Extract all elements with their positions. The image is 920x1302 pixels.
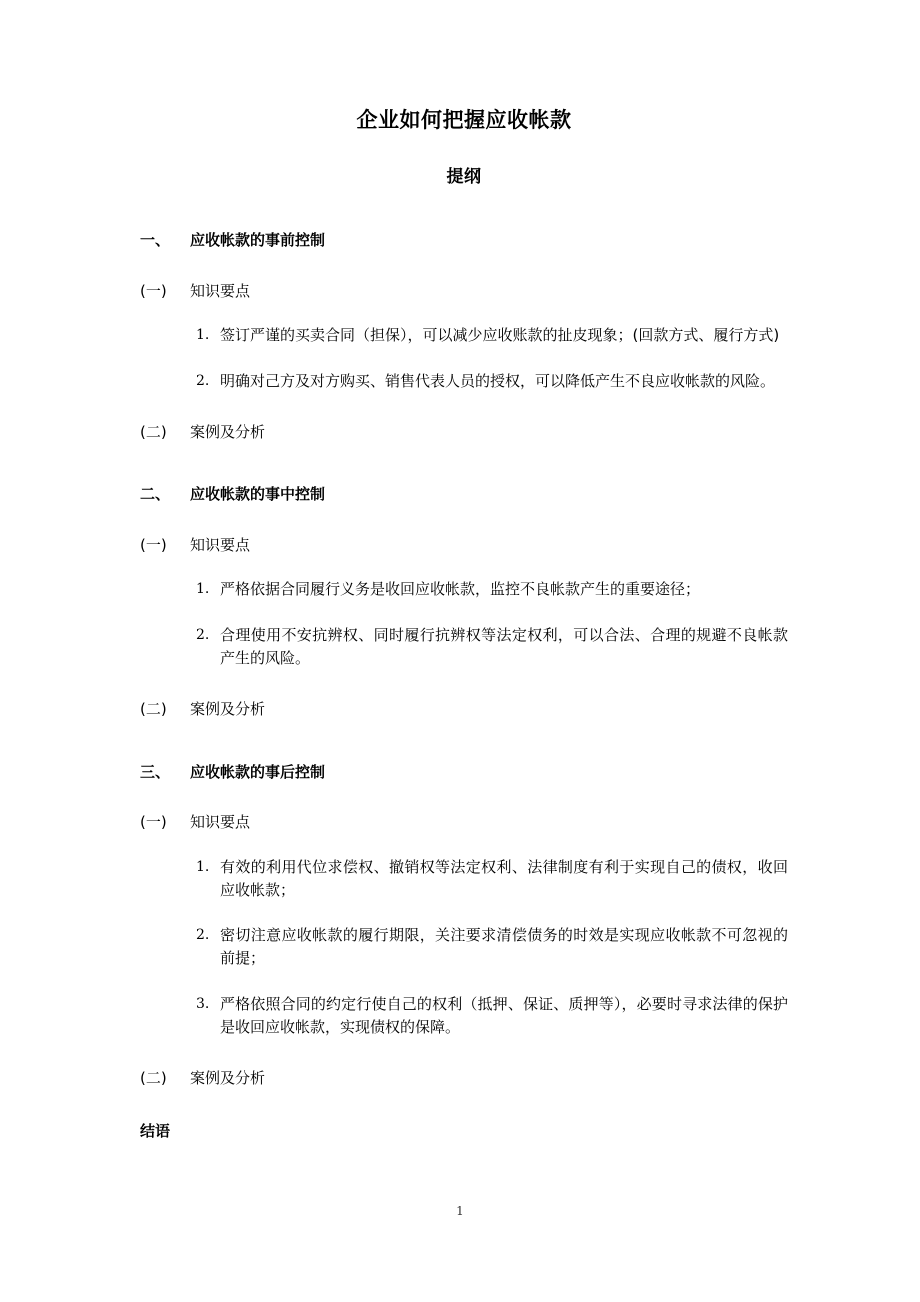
subsection-title-case-1: 案例及分析: [190, 422, 266, 441]
closing-heading: 结语: [140, 1121, 171, 1140]
list-item-marker: 1.: [196, 327, 210, 344]
section-marker-3: 三、: [140, 762, 171, 781]
document-body: [140, 0, 788, 1142]
list-item-text: 密切注意应收帐款的履行期限，关注要求清偿债务的时效是实现应收帐款不可忽视的前提；: [220, 926, 788, 968]
section-heading-2: [140, 483, 788, 506]
list-item-marker: 1.: [196, 581, 210, 598]
subsection-case-3: [140, 1067, 788, 1090]
list-item-text: 严格依据合同履行义务是收回应收帐款，监控不良帐款产生的重要途径；: [220, 580, 701, 599]
list-item: [196, 578, 788, 601]
subsection-case-1: [140, 421, 788, 444]
list-item-text: 签订严谨的买卖合同（担保），可以减少应收账款的扯皮现象；(回款方式、履行方式): [220, 326, 780, 345]
list-item: [196, 370, 788, 393]
subsection-marker-knowledge-2: (一): [140, 535, 167, 554]
list-item-marker: 1.: [196, 858, 210, 875]
subsection-marker-knowledge-3: (一): [140, 813, 167, 832]
section-title-3: 应收帐款的事后控制: [190, 762, 326, 781]
page-title: 企业如何把握应收帐款: [356, 108, 572, 132]
list-item: [196, 624, 788, 671]
list-item-text: 严格依照合同的约定行使自己的权利（抵押、保证、质押等），必要时寻求法律的保护是收回应收帐款，实现债权的保障。: [220, 994, 788, 1036]
section-marker-2: 二、: [140, 485, 171, 504]
list-item-marker: 3.: [196, 995, 210, 1012]
subsection-title-case-3: 案例及分析: [190, 1069, 266, 1088]
subsection-knowledge-2: [140, 534, 788, 557]
section-heading-1: [140, 229, 788, 252]
subsection-title-knowledge-1: 知识要点: [190, 281, 251, 300]
subsection-knowledge-1: [140, 280, 788, 303]
list-item-marker: 2.: [196, 927, 210, 944]
list-item-text: 有效的利用代位求偿权、撤销权等法定权利、法律制度有利于实现自己的债权，收回应收帐款；: [220, 857, 788, 899]
page-subtitle: 提纲: [446, 167, 482, 188]
subsection-case-2: [140, 698, 788, 721]
subsection-title-knowledge-2: 知识要点: [190, 535, 251, 554]
section-title-1: 应收帐款的事前控制: [190, 231, 326, 250]
list-item-text: 合理使用不安抗辨权、同时履行抗辨权等法定权利，可以合法、合理的规避不良帐款产生的风险。: [220, 625, 788, 667]
subsection-knowledge-3: [140, 811, 788, 834]
list-item: [196, 324, 788, 347]
list-item-marker: 2.: [196, 372, 210, 389]
list-item-marker: 2.: [196, 626, 210, 643]
subsection-marker-case-2: (二): [140, 700, 167, 719]
list-item: [196, 856, 788, 903]
subsection-title-knowledge-3: 知识要点: [190, 813, 251, 832]
page-number: 1: [456, 1204, 464, 1218]
section-title-2: 应收帐款的事中控制: [190, 485, 326, 504]
subsection-marker-knowledge-1: (一): [140, 281, 167, 300]
subsection-marker-case-1: (二): [140, 422, 167, 441]
subsection-marker-case-3: (二): [140, 1069, 167, 1088]
subsection-title-case-2: 案例及分析: [190, 700, 266, 719]
list-item: [196, 993, 788, 1040]
list-item-text: 明确对己方及对方购买、销售代表人员的授权，可以降低产生不良应收帐款的风险。: [220, 371, 776, 390]
section-heading-3: [140, 761, 788, 784]
list-item: [196, 924, 788, 971]
section-marker-1: 一、: [140, 231, 171, 250]
